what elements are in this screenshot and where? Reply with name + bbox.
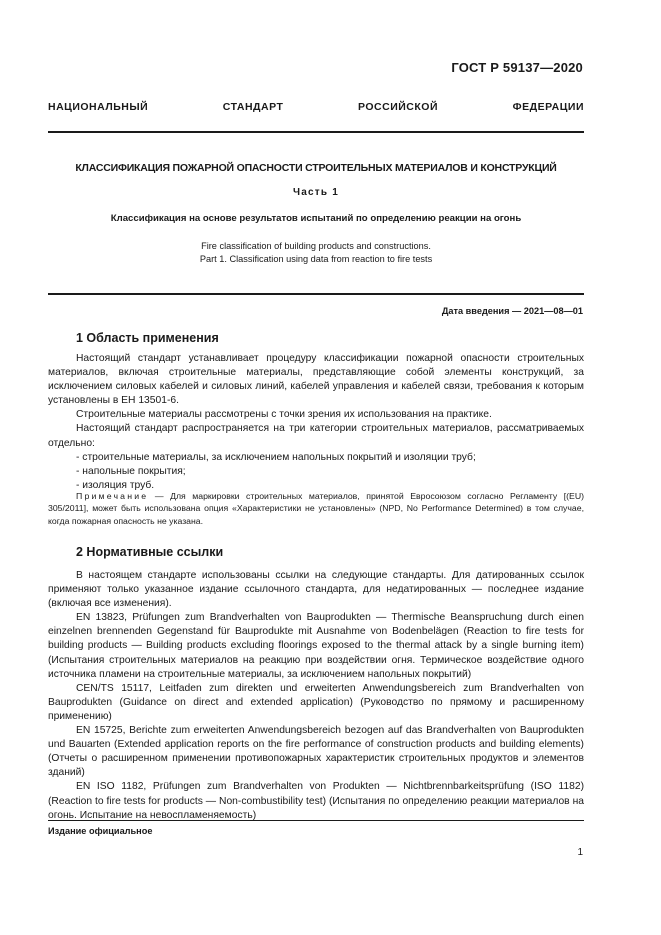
header-divider — [48, 131, 584, 133]
document-subtitle: Классификация на основе результатов испытаний по определению реакции на огонь — [110, 213, 522, 224]
paragraph: Строительные материалы рассмотрены с точки зрения их использования на практике. — [76, 409, 492, 421]
gost-number: ГОСТ Р 59137—2020 — [451, 60, 583, 75]
section-1-heading: 1 Область применения — [76, 331, 219, 345]
list-item: - напольные покрытия; — [76, 465, 186, 477]
section-1-body — [48, 352, 584, 493]
english-title — [48, 240, 584, 266]
document-title: КЛАССИФИКАЦИЯ ПОЖАРНОЙ ОПАСНОСТИ СТРОИТЕЛЬНЫХ МАТЕРИАЛОВ И КОНСТРУКЦИЙ — [75, 162, 557, 174]
page-number: 1 — [577, 847, 583, 858]
national-standard-title: НАЦИОНАЛЬНЫЙ СТАНДАРТ РОССИЙСКОЙ ФЕДЕРАЦИИ — [48, 101, 584, 113]
paragraph: Настоящий стандарт распространяется на три категории строительных материалов, рассматриваемых отдельно: — [48, 423, 584, 449]
official-edition-label: Издание официальное — [48, 826, 153, 836]
reference-entry: EN 15725, Berichte zum erweiterten Anwendungsbereich bezogen auf das Brandverhalten von Bauprodukten und Bauarten (Extended application reports on the fire performance of construction products and building elements) (Отчеты о расширенном применении противопожарных характеристик строительных продуктов и элементов зданий) — [48, 725, 584, 779]
section-2-body — [48, 569, 584, 823]
footer-divider — [48, 820, 584, 821]
paragraph: В настоящем стандарте использованы ссылки на следующие стандарты. Для датированных ссылок применяют только указанное издание ссылочного стандарта, для недатированных — последнее издание (включая все изменения). — [48, 570, 584, 610]
english-title-line-2: Part 1. Classification using data from reaction to fire tests — [199, 254, 433, 264]
note-text: — Для маркировки строительных материалов, принятой Евросоюзом согласно Регламенту [(EU) 305/2011], может быть использована опция «Характеристики не установлены» (NPD, No Performance Determined) в том случае, когда пожарная опасность не указана. — [48, 491, 584, 526]
note-label: Примечание — [76, 491, 149, 501]
part-label: Часть 1 — [293, 187, 339, 198]
reference-entry: EN 13823, Prüfungen zum Brandverhalten von Bauprodukten — Thermische Beanspruchung durch einen einzelnen brennenden Gegenstand für Bauprodukte mit Ausnahme von Bodenbelägen (Reaction to fire tests for building products — Building products excluding floorings exposed to the thermal attack by a single burning item) (Испытания строительных материалов на реакцию при воздействии огня. Термическое воздействие одного источника пламени на строительные материалы, за исключением напольных покрытий) — [48, 612, 584, 680]
note — [48, 490, 584, 527]
list-item: - строительные материалы, за исключением напольных покрытий и изоляции труб; — [76, 451, 476, 463]
section-2-heading: 2 Нормативные ссылки — [76, 545, 224, 559]
paragraph: Настоящий стандарт устанавливает процедуру классификации пожарной опасности строительных материалов, включая строительные материалы, представляющие собой элементы конструкций, за исключением силовых кабелей и силовых линий, кабелей управления и кабелей связи, требования к которым установлены в ЕН 13501-6. — [48, 353, 584, 407]
title-divider — [48, 293, 584, 295]
reference-entry: EN ISO 1182, Prüfungen zum Brandverhalten von Produkten — Nichtbrennbarkeitsprüfung (ISO 1182) (Reaction to fire tests for products — Non-combustibility test) (Испытания по определению реакции материалов на огонь. Испытание на невоспламеняемость) — [48, 781, 584, 821]
english-title-line-1: Fire classification of building products and constructions. — [201, 241, 431, 251]
introduction-date: Дата введения — 2021—08—01 — [441, 306, 583, 316]
reference-entry: CEN/TS 15117, Leitfaden zum direkten und erweiterten Anwendungsbereich zum Brandverhalten von Bauprodukten (Guidance on direct and extended application) (Руководство по прямому и расширенному применению) — [48, 682, 584, 722]
list-item: - изоляция труб. — [76, 479, 155, 491]
